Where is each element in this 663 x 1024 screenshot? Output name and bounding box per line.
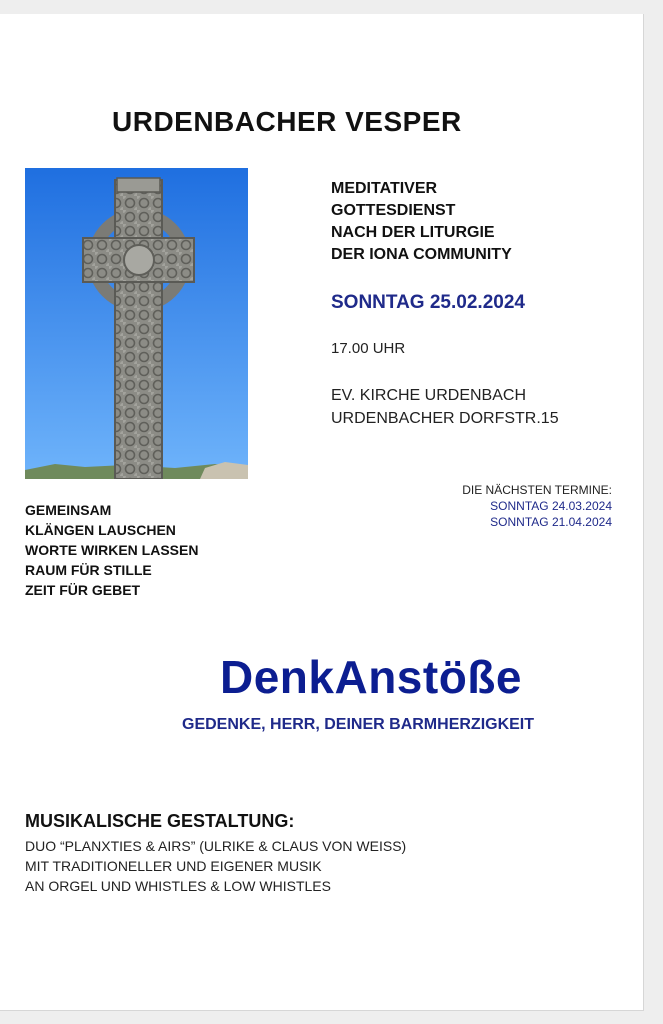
theme-item: GEMEINSAM bbox=[25, 502, 112, 518]
theme-item: KLÄNGEN LAUSCHEN bbox=[25, 522, 176, 538]
music-line: MIT TRADITIONELLER UND EIGENER MUSIK bbox=[25, 858, 322, 874]
event-location bbox=[331, 384, 559, 430]
intro-line: MEDITATIVER bbox=[331, 180, 438, 197]
intro-line: DER IONA COMMUNITY bbox=[331, 246, 512, 263]
next-dates bbox=[462, 482, 612, 530]
location-line: URDENBACHER DORFSTR.15 bbox=[331, 410, 559, 427]
event-time: 17.00 UHR bbox=[331, 340, 406, 357]
intro-line: NACH DER LITURGIE bbox=[331, 224, 495, 241]
location-line: EV. KIRCHE URDENBACH bbox=[331, 387, 527, 404]
next-dates-heading: DIE NÄCHSTEN TERMINE: bbox=[462, 483, 612, 497]
next-date: SONNTAG 21.04.2024 bbox=[490, 515, 612, 529]
event-date: SONNTAG 25.02.2024 bbox=[331, 292, 525, 313]
brand-logo-text: DenkAnstöße bbox=[220, 651, 522, 703]
service-description bbox=[331, 178, 512, 266]
music-line: DUO “PLANXTIES & AIRS” (ULRIKE & CLAUS VON WEISS) bbox=[25, 838, 407, 854]
theme-list bbox=[25, 500, 198, 600]
page-title: URDENBACHER VESPER bbox=[112, 106, 462, 137]
music-heading: MUSIKALISCHE GESTALTUNG: bbox=[25, 811, 295, 831]
celtic-cross-image bbox=[25, 168, 248, 479]
theme-item: WORTE WIRKEN LASSEN bbox=[25, 542, 199, 558]
intro-line: GOTTESDIENST bbox=[331, 202, 456, 219]
document-page bbox=[0, 14, 644, 1011]
next-date: SONNTAG 24.03.2024 bbox=[490, 499, 612, 513]
music-line: AN ORGEL UND WHISTLES & LOW WHISTLES bbox=[25, 878, 331, 894]
theme-item: RAUM FÜR STILLE bbox=[25, 562, 152, 578]
music-details bbox=[25, 836, 406, 896]
theme-subtitle: GEDENKE, HERR, DEINER BARMHERZIGKEIT bbox=[182, 716, 535, 733]
theme-item: ZEIT FÜR GEBET bbox=[25, 582, 141, 598]
